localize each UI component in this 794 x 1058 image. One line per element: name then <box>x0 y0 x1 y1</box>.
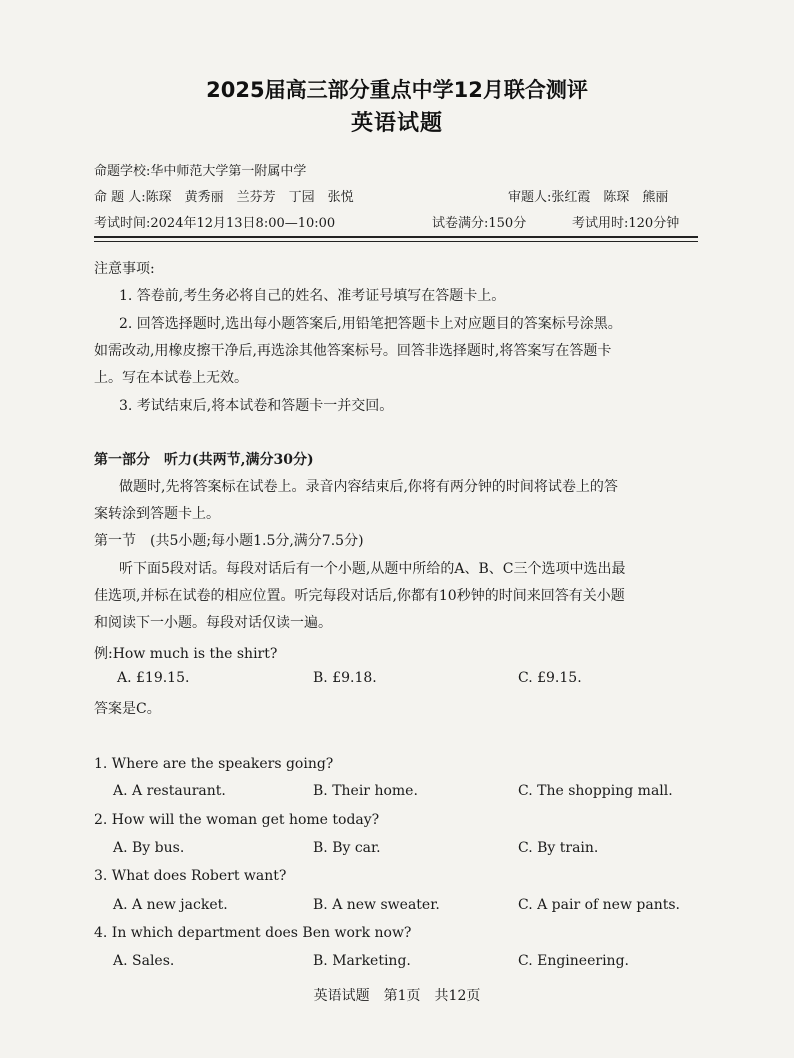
question-3-option-c: C. A pair of new pants. <box>518 897 680 913</box>
part1-heading: 第一部分 听力(共两节,满分30分) <box>94 452 314 468</box>
notes-item-2-line-3: 上。写在本试卷上无效。 <box>94 370 248 386</box>
question-3-option-a: A. A new jacket. <box>113 897 228 913</box>
question-4-option-b: B. Marketing. <box>313 953 411 969</box>
notes-item-2-line-2: 如需改动,用橡皮擦干净后,再选涂其他答案标号。回答非选择题时,将答案写在答题卡 <box>94 343 612 359</box>
header-divider-thick <box>94 236 698 238</box>
reviewers-info: 审题人:张红霞 陈琛 熊丽 <box>508 190 669 205</box>
exam-title: 2025届高三部分重点中学12月联合测评 <box>206 78 588 102</box>
question-2: 2. How will the woman get home today? <box>94 812 380 828</box>
question-3: 3. What does Robert want? <box>94 868 287 884</box>
question-2-option-a: A. By bus. <box>113 840 185 856</box>
section1-instructions-line-3: 和阅读下一小题。每段对话仅读一遍。 <box>94 615 332 631</box>
question-2-option-b: B. By car. <box>313 840 381 856</box>
question-1-option-b: B. Their home. <box>313 783 418 799</box>
question-1: 1. Where are the speakers going? <box>94 756 334 772</box>
question-2-option-c: C. By train. <box>518 840 599 856</box>
full-score: 试卷满分:150分 <box>432 216 527 231</box>
example-option-b: B. £9.18. <box>313 670 377 686</box>
section1-instructions-line-2: 佳选项,并标在试卷的相应位置。听完每段对话后,你都有10秒钟的时间来回答有关小题 <box>94 588 625 604</box>
question-3-option-b: B. A new sweater. <box>313 897 440 913</box>
notes-item-2-line-1: 2. 回答选择题时,选出每小题答案后,用铅笔把答题卡上对应题目的答案标号涂黑。 <box>119 316 622 332</box>
question-1-option-c: C. The shopping mall. <box>518 783 673 799</box>
part1-intro-line-2: 案转涂到答题卡上。 <box>94 506 220 522</box>
part1-intro-line-1: 做题时,先将答案标在试卷上。录音内容结束后,你将有两分钟的时间将试卷上的答 <box>119 479 618 495</box>
notes-heading: 注意事项: <box>94 261 155 277</box>
section1-heading: 第一节 (共5小题;每小题1.5分,满分7.5分) <box>94 533 364 549</box>
notes-item-1: 1. 答卷前,考生务必将自己的姓名、准考证号填写在答题卡上。 <box>119 288 506 304</box>
example-option-a: A. £19.15. <box>117 670 190 686</box>
question-1-option-a: A. A restaurant. <box>113 783 226 799</box>
header-divider-thin <box>94 241 698 242</box>
section1-instructions-line-1: 听下面5段对话。每段对话后有一个小题,从题中所给的A、B、C三个选项中选出最 <box>119 561 626 577</box>
question-4-option-a: A. Sales. <box>113 953 175 969</box>
exam-time: 考试时间:2024年12月13日8:00—10:00 <box>94 216 336 231</box>
question-4-option-c: C. Engineering. <box>518 953 629 969</box>
notes-item-3: 3. 考试结束后,将本试卷和答题卡一并交回。 <box>119 398 394 414</box>
authors-info: 命 题 人:陈琛 黄秀丽 兰芬芳 丁园 张悦 <box>94 190 354 205</box>
example-option-c: C. £9.15. <box>518 670 582 686</box>
exam-duration: 考试用时:120分钟 <box>572 216 680 231</box>
page-footer: 英语试题 第1页 共12页 <box>313 988 481 1004</box>
subject-title: 英语试题 <box>350 111 443 136</box>
school-info: 命题学校:华中师范大学第一附属中学 <box>94 164 307 179</box>
example-question: 例:How much is the shirt? <box>94 646 278 662</box>
question-4: 4. In which department does Ben work now? <box>94 925 412 941</box>
example-answer: 答案是C。 <box>94 701 161 717</box>
